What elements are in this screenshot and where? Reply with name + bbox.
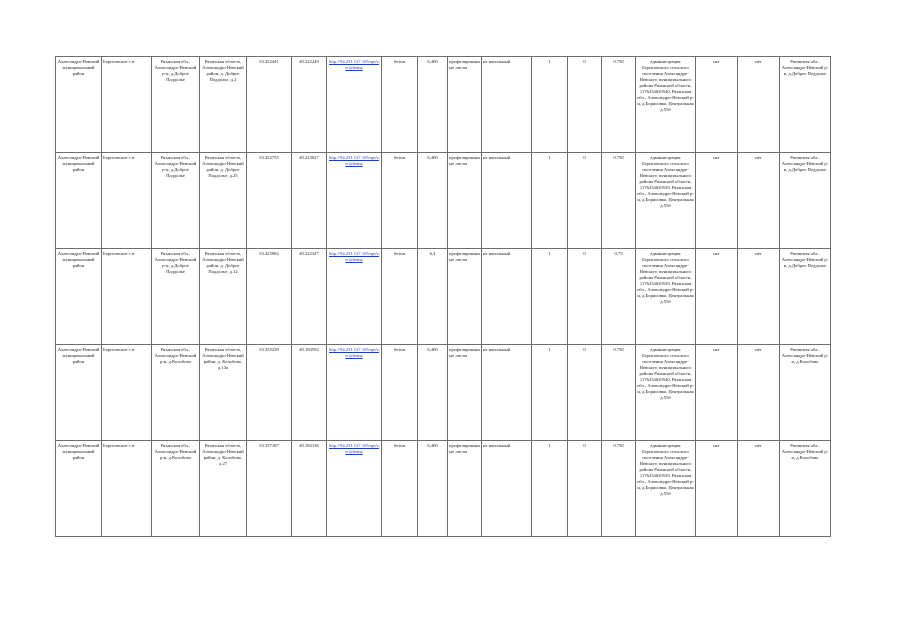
count-cell: 1 <box>532 345 568 441</box>
cover-cell: профилированные листы <box>448 249 482 345</box>
volume-cell: 0,750 <box>602 153 636 249</box>
flag-cell: нет <box>696 441 738 537</box>
address-cell: Рязанская область, Александро-Невский район, д. Колобово, д.27 <box>200 441 247 537</box>
surface-cell: бетон <box>382 441 418 537</box>
source-cell: Рязанская обл., Александро-Невский р-н, д.Доброе Поддолье <box>780 57 831 153</box>
type-cell: не напольный <box>482 345 532 441</box>
count-cell-2: 0 <box>568 57 602 153</box>
latitude-cell: 53.452441 <box>247 57 292 153</box>
settlement-cell: Борисовское с.п. <box>102 249 152 345</box>
count-cell: 1 <box>532 57 568 153</box>
source-cell: Рязанская обл., Александро-Невский р-н, д.Колобово <box>780 345 831 441</box>
owner-cell: администрация Борисовского сельского поселения Александро-Невского муниципального района Рязанской области, 1176234029539, Рязанская обл., Александро-Невский р-н, д.Борисовка, Центральная д.55б <box>636 153 696 249</box>
district-cell: Александро-Невский муниципальный район <box>56 345 102 441</box>
table-row <box>56 153 831 249</box>
flag-cell: нет <box>696 345 738 441</box>
source-cell: Рязанская обл., Александро-Невский р-н, д.Доброе Поддолье <box>780 153 831 249</box>
longitude-cell: 40.182136 <box>292 441 327 537</box>
type-cell: не напольный <box>482 249 532 345</box>
address-cell: Рязанская область, Александро-Невский район, д. Доброе Поддолье, д.25 <box>200 153 247 249</box>
flag-cell-2: нет <box>738 249 780 345</box>
latitude-cell: 53.452755 <box>247 153 292 249</box>
flag-cell-2: нет <box>738 153 780 249</box>
longitude-cell: 40.183592 <box>292 345 327 441</box>
volume-cell: 0,75 <box>602 249 636 345</box>
surface-cell: бетон <box>382 153 418 249</box>
table-row <box>56 441 831 537</box>
map-link[interactable]: http://94.231.127.105/api/cn.schema <box>327 249 382 345</box>
district-cell: Александро-Невский муниципальный район <box>56 249 102 345</box>
settlement-cell: Борисовское с.п. <box>102 441 152 537</box>
latitude-cell: 53.355239 <box>247 345 292 441</box>
surface-cell: бетон <box>382 345 418 441</box>
type-cell: не напольный <box>482 441 532 537</box>
source-cell: Рязанская обл., Александро-Невский р-н, д.Колобово <box>780 441 831 537</box>
district-cell: Александро-Невский муниципальный район <box>56 441 102 537</box>
locality-cell: Рязанская обл., Александро-Невский р-н, д.Колобово <box>152 441 200 537</box>
latitude-cell: 53.357187 <box>247 441 292 537</box>
surface-cell: бетон <box>382 57 418 153</box>
count-cell-2: 0 <box>568 153 602 249</box>
count-cell-2: 0 <box>568 249 602 345</box>
settlement-cell: Борисовское с.п. <box>102 153 152 249</box>
locality-cell: Рязанская обл., Александро-Невский р-н, д.Доброе Поддолье <box>152 153 200 249</box>
locality-cell: Рязанская обл., Александро-Невский р-н, д.Колобово <box>152 345 200 441</box>
count-cell-2: 0 <box>568 345 602 441</box>
map-link[interactable]: http://94.231.127.105/api/cn.schema <box>327 153 382 249</box>
map-link[interactable]: http://94.231.127.105/api/cn.schema <box>327 345 382 441</box>
type-cell: не напольный <box>482 57 532 153</box>
area-cell: 6,4 <box>418 249 448 345</box>
cover-cell: профилированные листы <box>448 153 482 249</box>
map-link[interactable]: http://94.231.127.105/api/cn.schema <box>327 57 382 153</box>
cover-cell: профилированные листы <box>448 441 482 537</box>
area-cell: 6,400 <box>418 57 448 153</box>
table-row <box>56 249 831 345</box>
flag-cell: нет <box>696 249 738 345</box>
longitude-cell: 40.222249 <box>292 57 327 153</box>
address-cell: Рязанская область, Александро-Невский район, д. Доброе Поддолье, д.2 <box>200 57 247 153</box>
area-cell: 6,400 <box>418 345 448 441</box>
table-row <box>56 345 831 441</box>
flag-cell-2: нет <box>738 345 780 441</box>
flag-cell: нет <box>696 57 738 153</box>
locality-cell: Рязанская обл., Александро-Невский р-н, д.Доброе Поддолье <box>152 57 200 153</box>
table-row <box>56 57 831 153</box>
district-cell: Александро-Невский муниципальный район <box>56 153 102 249</box>
surface-cell: бетон <box>382 249 418 345</box>
count-cell: 1 <box>532 249 568 345</box>
count-cell: 1 <box>532 153 568 249</box>
volume-cell: 0,750 <box>602 345 636 441</box>
owner-cell: администрация Борисовского сельского поселения Александро-Невского муниципального района Рязанской области, 1176234029540, Рязанская обл., Александро-Невский р-н, д.Борисовка, Центральная д.55б <box>636 345 696 441</box>
area-cell: 6,400 <box>418 153 448 249</box>
locality-cell: Рязанская обл., Александро-Невский р-н, д.Доброе Поддолье <box>152 249 200 345</box>
volume-cell: 0,750 <box>602 57 636 153</box>
cover-cell: профилированные листы <box>448 345 482 441</box>
owner-cell: администрация Борисовского сельского поселения Александро-Невского муниципального района Рязанской области, 1176234029539, Рязанская обл., Александро-Невский р-н, д.Борисовка, Центральная д.55б <box>636 249 696 345</box>
registry-table <box>55 56 831 537</box>
area-cell: 6,400 <box>418 441 448 537</box>
flag-cell-2: нет <box>738 441 780 537</box>
flag-cell: нет <box>696 153 738 249</box>
cover-cell: профилированные листы <box>448 57 482 153</box>
flag-cell-2: нет <box>738 57 780 153</box>
longitude-cell: 40.223027 <box>292 153 327 249</box>
map-link[interactable]: http://94.231.127.105/api/cn.schema <box>327 441 382 537</box>
latitude-cell: 53.425982 <box>247 249 292 345</box>
settlement-cell: Борисовское с.п. <box>102 345 152 441</box>
count-cell: 1 <box>532 441 568 537</box>
volume-cell: 0,750 <box>602 441 636 537</box>
owner-cell: администрация Борисовского сельского поселения Александро-Невского муниципального района Рязанской области, 1176234029540, Рязанская обл., Александро-Невский р-н, д.Борисовка, Центральная д.55б <box>636 57 696 153</box>
address-cell: Рязанская область, Александро-Невский район, д. Доброе Поддолье, д.12 <box>200 249 247 345</box>
type-cell: не напольный <box>482 153 532 249</box>
longitude-cell: 40.222347 <box>292 249 327 345</box>
district-cell: Александро-Невский муниципальный район <box>56 57 102 153</box>
count-cell-2: 0 <box>568 441 602 537</box>
owner-cell: администрация Борисовского сельского поселения Александро-Невского муниципального района Рязанской области, 1176234029539, Рязанская обл., Александро-Невский р-н, д.Борисовка, Центральная д.55б <box>636 441 696 537</box>
settlement-cell: Борисовское с.п. <box>102 57 152 153</box>
address-cell: Рязанская область, Александро-Невский район, д. Колобово, д.13а <box>200 345 247 441</box>
source-cell: Рязанская обл., Александро-Невский р-н, д.Доброе Поддолье <box>780 249 831 345</box>
